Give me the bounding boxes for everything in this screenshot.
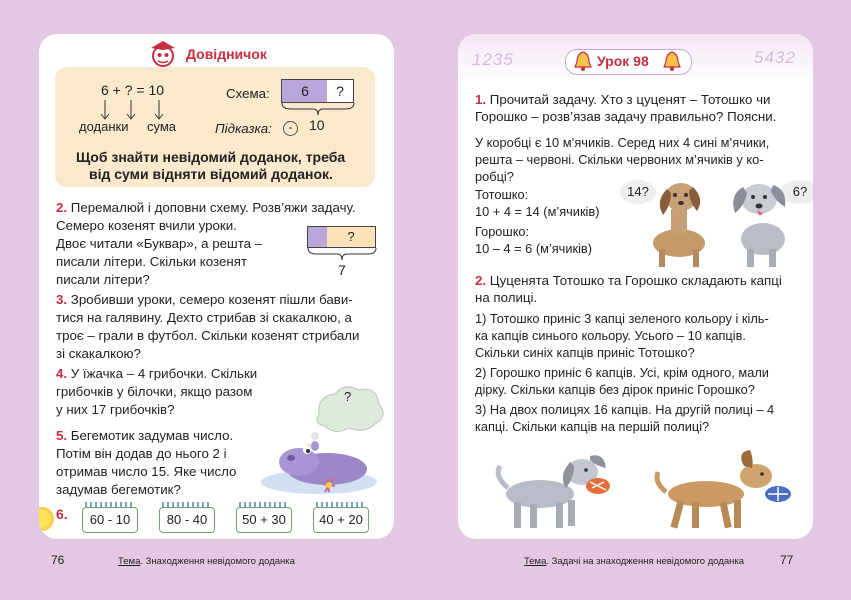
rule-equation: 6 + ? = 10: [101, 82, 165, 98]
task6-number: 6.: [56, 506, 68, 522]
r-task2-line: 3) На двох полицях 16 капців. На другій полиці – 4: [475, 402, 775, 417]
task4-line: у них 17 грибочків?: [56, 402, 175, 417]
task2-line: писали літери. Скільки козенят: [56, 254, 247, 269]
task3-line: зі скакалкою?: [56, 346, 141, 361]
r-task2-line: капці. Скільки капців на першій полиці?: [475, 419, 710, 434]
reference-mascot-icon: [147, 38, 179, 68]
deco-numbers-left: 1235: [472, 50, 514, 69]
task3-line: тися на галявину. Дехто стрибав зі скакалкою, а: [56, 310, 352, 325]
r-task2-heading: 2. Цуценята Тотошко та Горошко складають капці: [475, 273, 782, 288]
left-page: [39, 34, 394, 539]
r-task2-line: дірку. Скільки капців без дірок приніс Горошко?: [475, 382, 755, 397]
r-task2-line: 1) Тотошко приніс 3 капці зеленого кольору і кіль-: [475, 311, 769, 326]
r-task2-line: ка капців синього кольору. Усього – 10 капців.: [475, 328, 746, 343]
task2-heading: 2. Перемалюй і доповни схему. Розв’яжи задачу.: [56, 200, 356, 215]
task5-heading: 5. Бегемотик задумав число.: [56, 428, 234, 443]
rule-hint-sign: -: [283, 121, 298, 136]
deco-numbers-right: 5432: [754, 48, 796, 67]
r-task1-line: робці?: [475, 169, 514, 184]
left-page-number: 76: [51, 553, 65, 567]
right-page-number: 77: [780, 553, 794, 567]
rule-addends-label: доданки: [79, 119, 129, 134]
task4-heading: 4. У їжачка – 4 грибочки. Скільки: [56, 366, 258, 381]
task2-scheme-unknown: ?: [327, 226, 376, 248]
bubble-right: 6?: [780, 180, 813, 204]
right-page: [458, 34, 813, 539]
right-footer: Тема. Задачі на знаходження невідомого доданка: [524, 556, 745, 567]
task6-sun-icon: [39, 507, 54, 531]
r-task1-line: Горошко – розв’язав задачу правильно? Поясни.: [475, 109, 777, 124]
rule-scheme-total: 10: [309, 117, 325, 133]
task5-line: Потім він додав до нього 2 і: [56, 446, 227, 461]
task6-card: 60 - 10: [82, 507, 138, 533]
task2-line: писали літери?: [56, 272, 150, 287]
totoshko-solution: 10 + 4 = 14 (м’ячиків): [475, 204, 600, 219]
rule-hint-label: Підказка:: [215, 121, 272, 136]
task6-card: 80 - 40: [159, 507, 215, 533]
task4-line: грибочків у білочки, якщо разом: [56, 384, 253, 399]
hippo-illustration: [257, 374, 392, 504]
task2-scheme-brace: [307, 247, 377, 261]
r-task2-line: на полиці.: [475, 290, 538, 305]
task2-scheme-total: 7: [338, 262, 346, 278]
r-task1-line: решта – червоні. Скільки червоних м’ячиків у ко-: [475, 152, 764, 167]
left-footer: Тема. Знаходження невідомого доданка: [118, 556, 295, 567]
r-task2-line: Скільки синіх капців приніс Тотошко?: [475, 345, 695, 360]
rule-scheme-unknown: ?: [327, 79, 354, 103]
goroshko-label: Горошко:: [475, 224, 530, 239]
task2-scheme-part: [307, 226, 329, 248]
task3-line: троє – грали в футбол. Скільки козенят стрибали: [56, 328, 360, 343]
task5-line: отримав число 15. Яке число: [56, 464, 237, 479]
goroshko-solution: 10 – 4 = 6 (м’ячиків): [475, 241, 592, 256]
rule-text-line: від суми відняти відомий доданок.: [89, 166, 333, 182]
rule-text-line: Щоб знайти невідомий доданок, треба: [76, 149, 346, 165]
rule-scheme-known: 6: [281, 79, 329, 103]
totoshko-label: Тотошко:: [475, 187, 529, 202]
task2-line: Семеро козенят вчили уроки.: [56, 218, 237, 233]
bubble-left: 14?: [620, 180, 656, 204]
r-task2-line: 2) Горошко приніс 6 капців. Усі, крім одного, мали: [475, 365, 769, 380]
r-task1-line: У коробці є 10 м’ячиків. Серед них 4 сині м’ячики,: [475, 135, 770, 150]
task6-card: 50 + 30: [236, 507, 292, 533]
task5-line: задумав бегемотик?: [56, 482, 181, 497]
rule-scheme-brace: [281, 102, 355, 116]
task3-heading: 3. Зробивши уроки, семеро козенят пішли бави-: [56, 292, 353, 307]
bell-icon: [663, 50, 681, 72]
reference-title: Довідничок: [186, 46, 267, 62]
task2-line: Двоє читали «Буквар», а решта –: [56, 236, 263, 251]
rule-sum-label: сума: [147, 119, 177, 134]
hippo-bubble-text: ?: [344, 389, 352, 404]
bell-icon: [574, 50, 592, 72]
lesson-title: Урок 98: [597, 53, 649, 69]
r-task1-heading: 1. Прочитай задачу. Хто з цуценят – Тотошко чи: [475, 92, 771, 107]
puppies-illustration: [623, 169, 813, 269]
task6-card: 40 + 20: [313, 507, 369, 533]
dogs-slippers-illustration: [478, 442, 798, 534]
rule-scheme-label: Схема:: [226, 86, 270, 101]
